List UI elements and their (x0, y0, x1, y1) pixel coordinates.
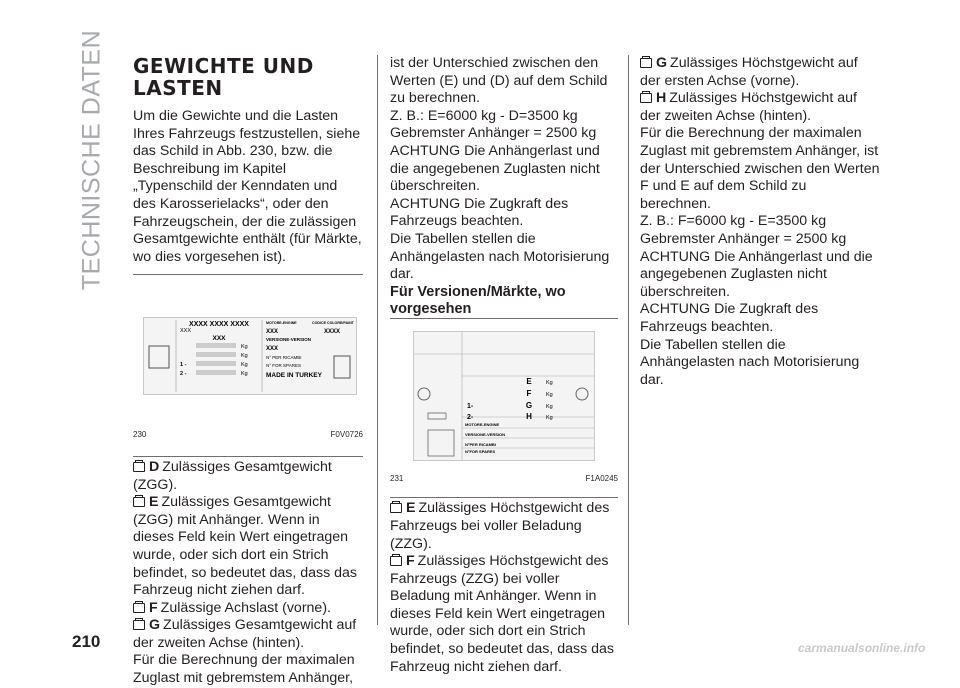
bullet-icon (133, 462, 145, 472)
bullet-icon (390, 556, 402, 566)
page-number: 210 (72, 632, 101, 651)
column-3 (640, 55, 880, 389)
col3-para-3: Gebremster Anhänger = 2500 kg (640, 230, 847, 247)
type-plate-230 (143, 317, 357, 395)
svg-text:N° PER RICAMBI: N° PER RICAMBI (266, 355, 302, 361)
figure-231 (390, 319, 618, 467)
col3-para-2: Z. B.: F=6000 kg - E=3500 kg (640, 213, 827, 230)
svg-text:MADE IN TURKEY: MADE IN TURKEY (266, 372, 322, 380)
svg-text:Kg: Kg (546, 391, 553, 398)
figure-231-bottom-rule (390, 497, 618, 498)
svg-text:MOTORE-ENGINE: MOTORE-ENGINE (465, 421, 500, 427)
column-divider-1 (377, 55, 378, 625)
svg-text:Kg: Kg (241, 344, 248, 351)
intro-paragraph: Um die Gewichte und die Lasten Ihres Fahrzeugs festzustellen, siehe das Schild in Abb. 230, bzw. die Beschreibung im Kapitel „Typenschild der Kenndaten und des Karosserielacks“, oder den Fahrzeugschein, der die zulässigen Gesamtgewichte enthält (für Märkte, wo dies vorgesehen ist). (133, 108, 362, 265)
watermark: carmanualsonline.info (798, 641, 926, 655)
svg-text:XXXX XXXX XXXX: XXXX XXXX XXXX (189, 321, 249, 329)
svg-text:XXX: XXX (266, 329, 279, 336)
svg-text:G: G (525, 400, 533, 410)
svg-text:E: E (526, 376, 532, 386)
col2-para-6: Die Tabellen stellen die Anhängelasten nach Motorisierung dar. (390, 230, 610, 283)
bullet-icon (133, 620, 145, 630)
svg-text:XXX: XXX (212, 335, 226, 343)
subheading: Für Versionen/Märkte, wo vorgesehen (390, 283, 566, 317)
col3-para-1: Für die Berechnung der maximalen Zuglast mit gebremstem Anhänger, ist der Unterschied zwischen den Werten F und E auf dem Schild zu berechnen. (640, 125, 880, 212)
bullet-icon (390, 503, 402, 513)
svg-text:XXXX: XXXX (324, 329, 341, 336)
list-item-f: F Zulässige Achslast (vorne). (133, 600, 363, 618)
list-item-d: D Zulässiges Gesamtgewicht (ZGG). (133, 458, 332, 493)
svg-text:2-: 2- (467, 413, 474, 421)
plate-drawing-231 (414, 332, 594, 460)
page-heading: GEWICHTE UND LASTEN (133, 54, 314, 100)
section-title (72, 29, 112, 291)
svg-text:H: H (526, 411, 532, 421)
svg-text:Kg: Kg (546, 414, 553, 421)
plate-drawing-230 (144, 318, 356, 394)
svg-text:N° FOR SPARES: N° FOR SPARES (266, 363, 301, 369)
col3-para-4: ACHTUNG Die Anhängerlast und die angegebenen Zuglasten nicht überschreiten. (640, 248, 873, 300)
col2-para-1: ist der Unterschied zwischen den Werten (E) und (D) auf dem Schild zu berechnen. (390, 55, 608, 107)
col2-para-4: ACHTUNG Die Anhängerlast und die angegebenen Zuglasten nicht überschreiten. (390, 142, 600, 195)
svg-text:1-: 1- (467, 402, 474, 410)
col3-para-5: ACHTUNG Die Zugkraft des Fahrzeugs beachten. (640, 301, 819, 335)
svg-text:Kg: Kg (241, 362, 248, 369)
col2-para-2: Z. B.: E=6000 kg - D=3500 kg (390, 107, 578, 124)
svg-text:XXX: XXX (180, 328, 192, 335)
column-divider-2 (628, 55, 629, 625)
column-2 (390, 55, 618, 676)
figure-230 (133, 275, 363, 420)
tail-paragraph: Für die Berechnung der maximalen Zuglast mit gebremstem Anhänger, (133, 652, 355, 687)
bullet-icon (133, 497, 145, 507)
figure-231-number: 231 (390, 473, 404, 483)
col3-para-6: Die Tabellen stellen die Anhängelasten nach Motorisierung dar. (640, 336, 860, 388)
list-item-e: E Zulässiges Gesamtgewicht (ZGG) mit Anhänger. Wenn in dieses Feld kein Wert eingetragen wurde, oder sich dort ein Strich befindet, so bedeutet das, dass das Fahrzeug nicht ziehen darf. (133, 494, 358, 599)
figure-231-code: F1A0245 (585, 473, 618, 483)
col2-para-3: Gebremster Anhänger = 2500 kg (390, 125, 597, 142)
list-item-g: G Zulässiges Gesamtgewicht auf der zweiten Achse (hinten). (133, 617, 357, 651)
svg-text:VERSIONE-VERSION: VERSIONE-VERSION (266, 337, 312, 343)
svg-text:Kg: Kg (546, 379, 553, 386)
svg-text:1 -: 1 - (180, 362, 187, 369)
figure-230-code: F0V0726 (330, 430, 363, 440)
column-1 (133, 55, 363, 688)
col2-para-5: ACHTUNG Die Zugkraft des Fahrzeugs beachten. (390, 195, 569, 230)
svg-text:2 -: 2 - (180, 371, 187, 378)
svg-text:CODICE COLORE/PAINT: CODICE COLORE/PAINT (312, 321, 354, 326)
svg-text:Kg: Kg (241, 371, 248, 378)
svg-text:Kg: Kg (546, 403, 553, 410)
svg-text:F: F (526, 388, 532, 398)
col3-item-h: H Zulässiges Höchstgewicht auf der zweiten Achse (hinten). (640, 90, 857, 124)
bullet-icon (640, 93, 652, 103)
figure-231-caption (390, 470, 618, 488)
figure-230-number: 230 (133, 430, 147, 440)
figure-230-caption (133, 426, 363, 444)
col3-item-g: G Zulässiges Höchstgewicht auf der ersten Achse (vorne). (640, 55, 858, 89)
col2-item-f: F Zulässiges Höchstgewicht des Fahrzeugs (ZZG) bei voller Beladung mit Anhänger. Wenn in dieses Feld kein Wert eingetragen wurde, oder sich dort ein Strich befindet, so bedeutet das, dass das Fahrzeug nicht ziehen darf. (390, 553, 615, 675)
col2-item-e: E Zulässiges Höchstgewicht des Fahrzeugs bei voller Beladung (ZZG). (390, 500, 610, 552)
bullet-icon (133, 603, 145, 613)
figure-bottom-rule (133, 456, 363, 457)
svg-text:VERSIONE-VERSION: VERSIONE-VERSION (465, 431, 506, 437)
svg-text:N°FOR SPARES: N°FOR SPARES (465, 448, 496, 454)
bullet-icon (640, 58, 652, 68)
svg-text:XXX: XXX (266, 346, 279, 353)
svg-text:MOTORE-ENGINE: MOTORE-ENGINE (266, 321, 297, 326)
svg-text:Kg: Kg (241, 353, 248, 360)
section-title-text: TECHNISCHE DATEN (77, 29, 106, 291)
svg-text:N°PER RICAMBI: N°PER RICAMBI (465, 441, 496, 447)
type-plate-231 (413, 331, 595, 461)
